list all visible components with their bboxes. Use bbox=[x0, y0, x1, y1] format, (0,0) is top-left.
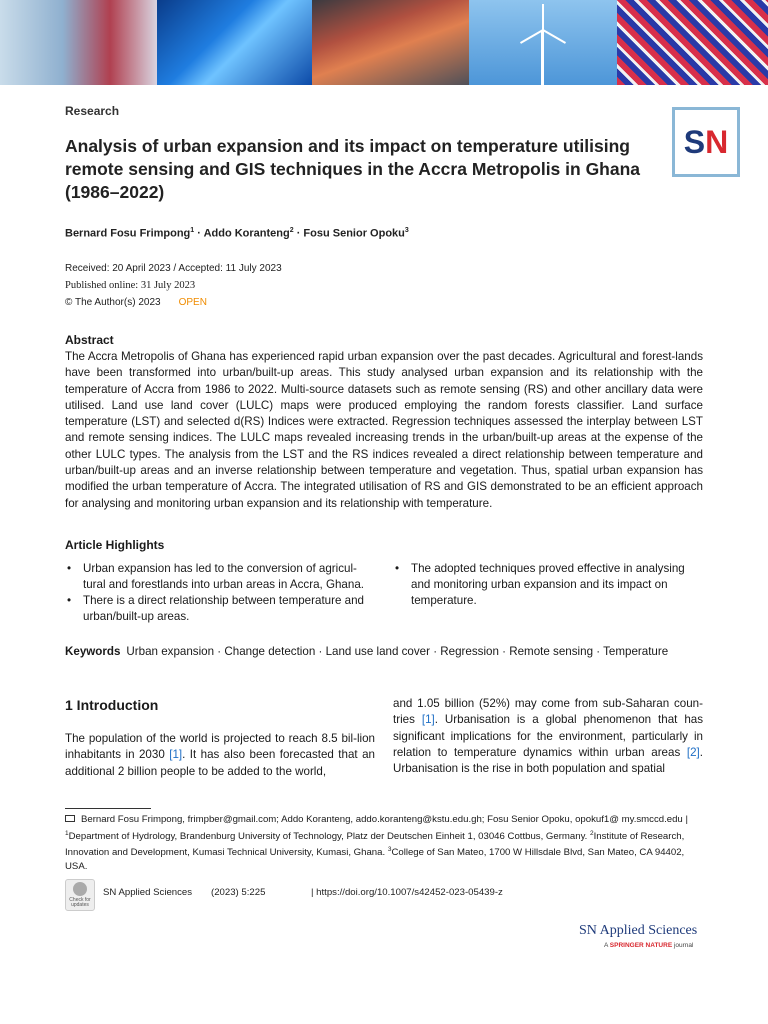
banner-image-wind-turbine bbox=[469, 0, 617, 85]
sn-logo: S N bbox=[672, 107, 740, 177]
intro-right-column: and 1.05 billion (52%) may come from sub-Saharan coun-tries [1]. Urbanisation is a global phenomenon that has significant implications for the environment, particularly in relation to temperature dynamics within urban areas [2]. Urbanisation is the rise in both population and spatial bbox=[393, 697, 704, 776]
published-date: Published online: 31 July 2023 bbox=[65, 280, 196, 291]
abstract-text: The Accra Metropolis of Ghana has experienced rapid urban expansion over the past decades. Agricultural and forest-lands have been transformed into urban/built-up areas. This study analysed urban expansion and its relationship with the temperature of Accra from 1986 to 2022. Multi-source datasets such as remote sensing (RS) and other ancillary data were utilised. Land use land cover (LULC) maps were produced employing the random forests classifier. Land surface temperature (LST) and selected d(RS) Indices were extracted. Regression techniques assessed the interplay between LST and remote sensing indices. The LULC maps revealed increasing trends in the urban/built-up areas at the expense of the other LULC types. The analysis from the LST and the RS indices revealed a direct relationship between temperature and urban/built-up areas and an inverse relationship between temperature and vegetation. Thus, spatial urban expansion has modified the urban temperature of Accra. The integrated utilisation of RS and GIS demonstrated to be an efficient approach for analysing and monitoring urban expansion and its relationship with temperature. bbox=[65, 350, 703, 510]
citation-link[interactable]: [1] bbox=[421, 713, 435, 727]
cover-banner bbox=[0, 0, 768, 85]
list-item: • There is a direct relationship between temperature and urban/built-up areas. bbox=[65, 593, 375, 625]
author-name[interactable]: Fosu Senior Opoku bbox=[303, 227, 405, 240]
footnote-divider bbox=[65, 808, 151, 809]
received-date: Received: 20 April 2023 / Accepted: 11 July 2023 bbox=[65, 263, 282, 274]
banner-image-water bbox=[157, 0, 312, 85]
section-label: Research bbox=[65, 104, 120, 118]
volume-info: (2023) 5:225 bbox=[211, 887, 266, 898]
author-name[interactable]: Bernard Fosu Frimpong bbox=[65, 227, 191, 240]
banner-image-molecules bbox=[617, 0, 768, 85]
journal-name: SN Applied Sciences bbox=[103, 887, 193, 898]
springer-nature-brand: A SPRINGER NATURE journal bbox=[604, 942, 694, 949]
footnote: Bernard Fosu Frimpong, frimpber@gmail.com; Addo Koranteng, addo.koranteng@kstu.edu.gh; Fosu Senior Opoku, opokuf1@ my.smccd.edu | $^1$Department of Hydrology, Brandenburg University of Technology, Platz der Deutschen Einheit 1, 03046 Cottbus, Germany. $^2$Institute of Research, Innovation and Development, Kumasi Technical University, Kumasi, Ghana. $^3$College of San Mateo, 1700 W Hillsdale Blvd, San Mateo, CA 94402, USA. bbox=[65, 814, 688, 873]
author-list: Bernard Fosu Frimpong$^1$ · Addo Koranteng$^2$ · Fosu Senior Opoku$^3$ bbox=[65, 227, 409, 240]
envelope-icon bbox=[65, 815, 75, 822]
copyright: © The Author(s) 2023 OPEN bbox=[65, 297, 207, 308]
highlights-left bbox=[65, 561, 375, 625]
doi-link[interactable]: | https://doi.org/10.1007/s42452-023-05439-z bbox=[311, 887, 503, 898]
citation-link[interactable]: [2] bbox=[686, 745, 700, 759]
highlights-heading: Article Highlights bbox=[65, 538, 165, 552]
section-heading: 1 Introduction bbox=[65, 697, 159, 713]
list-item: • The adopted techniques proved effective in analysing and monitoring urban expansion and its impact on temperature. bbox=[393, 561, 703, 609]
open-access-badge[interactable]: OPEN bbox=[178, 297, 207, 308]
highlights-right bbox=[393, 561, 703, 609]
banner-image-machine bbox=[312, 0, 469, 85]
abstract-heading: Abstract bbox=[65, 333, 114, 347]
keywords: Keywords Urban expansion · Change detection · Land use land cover · Regression · Remote sensing · Temperature bbox=[65, 645, 669, 658]
journal-brand: SN Applied Sciences bbox=[579, 923, 698, 938]
banner-image-lab bbox=[0, 0, 157, 85]
check-for-updates-badge[interactable]: Check for updates bbox=[65, 879, 95, 911]
article-title: Analysis of urban expansion and its impact on temperature utilising remote sensing and GIS techniques in the Accra Metropolis in Ghana (1986–2022) bbox=[65, 136, 641, 202]
list-item: • Urban expansion has led to the conversion of agricul-tural and forestlands into urban areas in Accra, Ghana. bbox=[65, 561, 375, 593]
citation-link[interactable]: [1] bbox=[169, 748, 183, 762]
author-name[interactable]: Addo Koranteng bbox=[203, 227, 290, 240]
intro-left-column: The population of the world is projected to reach 8.5 bil-lion inhabitants in 2030 [1]. It has also been forecasted that an additional 2 billion people to be added to the world, bbox=[65, 732, 375, 778]
